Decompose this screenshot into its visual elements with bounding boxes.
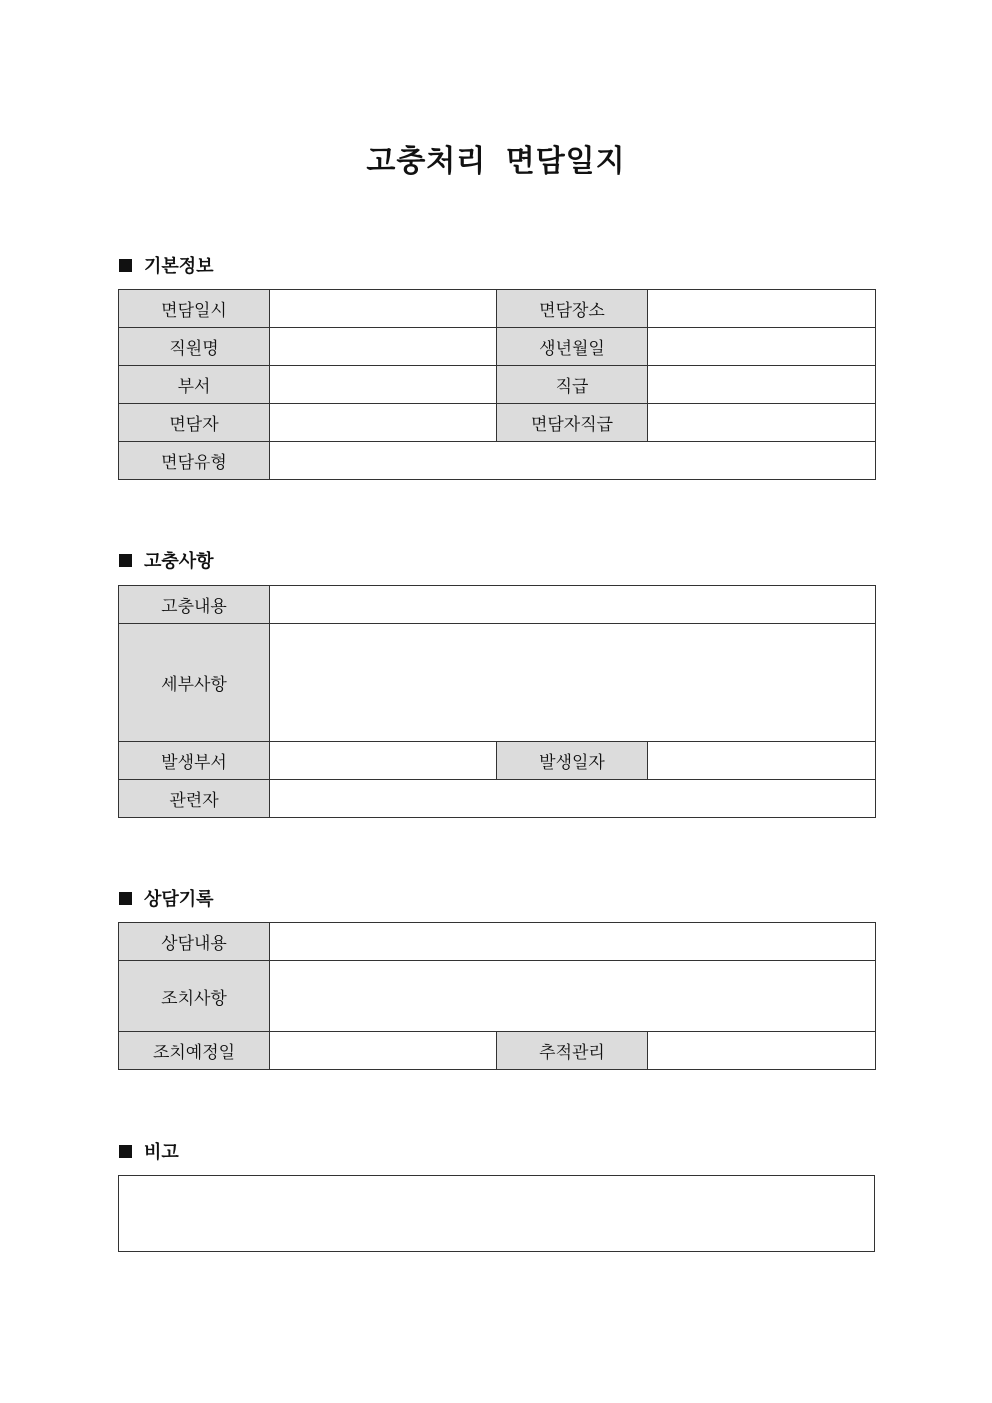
- basic-info-table: [118, 289, 876, 480]
- field-interview-place[interactable]: [648, 290, 876, 328]
- label-interview-type: 면담유형: [119, 442, 270, 480]
- grievance-table: [118, 585, 876, 818]
- consult-table: [118, 922, 876, 1070]
- label-grievance-details: 세부사항: [119, 624, 270, 742]
- field-interview-type[interactable]: [270, 442, 876, 480]
- label-department: 부서: [119, 366, 270, 404]
- page-title: 고충처리 면담일지: [366, 144, 626, 179]
- label-rank: 직급: [497, 366, 648, 404]
- label-interviewer-rank: 면담자직급: [497, 404, 648, 442]
- remarks-table: [118, 1175, 875, 1252]
- label-interview-place: 면담장소: [497, 290, 648, 328]
- field-interviewer[interactable]: [270, 404, 497, 442]
- section-heading-remarks-text: 비고: [144, 1142, 179, 1163]
- field-rank[interactable]: [648, 366, 876, 404]
- field-grievance-details[interactable]: [270, 624, 876, 742]
- field-origin-dept[interactable]: [270, 742, 497, 780]
- label-origin-dept: 발생부서: [119, 742, 270, 780]
- section-heading-consult-text: 상담기록: [144, 889, 214, 910]
- label-consult-content: 상담내용: [119, 923, 270, 961]
- label-interview-date: 면담일시: [119, 290, 270, 328]
- field-origin-date[interactable]: [648, 742, 876, 780]
- square-bullet-icon: [119, 259, 132, 272]
- section-heading-basic-text: 기본정보: [144, 256, 214, 277]
- field-remarks[interactable]: [119, 1176, 875, 1252]
- label-grievance-content: 고충내용: [119, 586, 270, 624]
- label-action-date: 조치예정일: [119, 1032, 270, 1070]
- section-heading-grievance: [119, 548, 214, 572]
- label-followup: 추적관리: [497, 1032, 648, 1070]
- field-consult-content[interactable]: [270, 923, 876, 961]
- field-interview-date[interactable]: [270, 290, 497, 328]
- label-related-person: 관련자: [119, 780, 270, 818]
- label-birth-date: 생년월일: [497, 328, 648, 366]
- field-department[interactable]: [270, 366, 497, 404]
- field-action-date[interactable]: [270, 1032, 497, 1070]
- section-heading-consult: [119, 886, 214, 910]
- field-employee-name[interactable]: [270, 328, 497, 366]
- label-origin-date: 발생일자: [497, 742, 648, 780]
- field-followup[interactable]: [648, 1032, 876, 1070]
- label-action-items: 조치사항: [119, 961, 270, 1032]
- label-interviewer: 면담자: [119, 404, 270, 442]
- square-bullet-icon: [119, 892, 132, 905]
- field-birth-date[interactable]: [648, 328, 876, 366]
- field-action-items[interactable]: [270, 961, 876, 1032]
- field-interviewer-rank[interactable]: [648, 404, 876, 442]
- square-bullet-icon: [119, 1145, 132, 1158]
- section-heading-grievance-text: 고충사항: [144, 551, 214, 572]
- label-employee-name: 직원명: [119, 328, 270, 366]
- field-related-person[interactable]: [270, 780, 876, 818]
- field-grievance-content[interactable]: [270, 586, 876, 624]
- section-heading-basic: [119, 253, 214, 277]
- section-heading-remarks: [119, 1139, 179, 1163]
- square-bullet-icon: [119, 554, 132, 567]
